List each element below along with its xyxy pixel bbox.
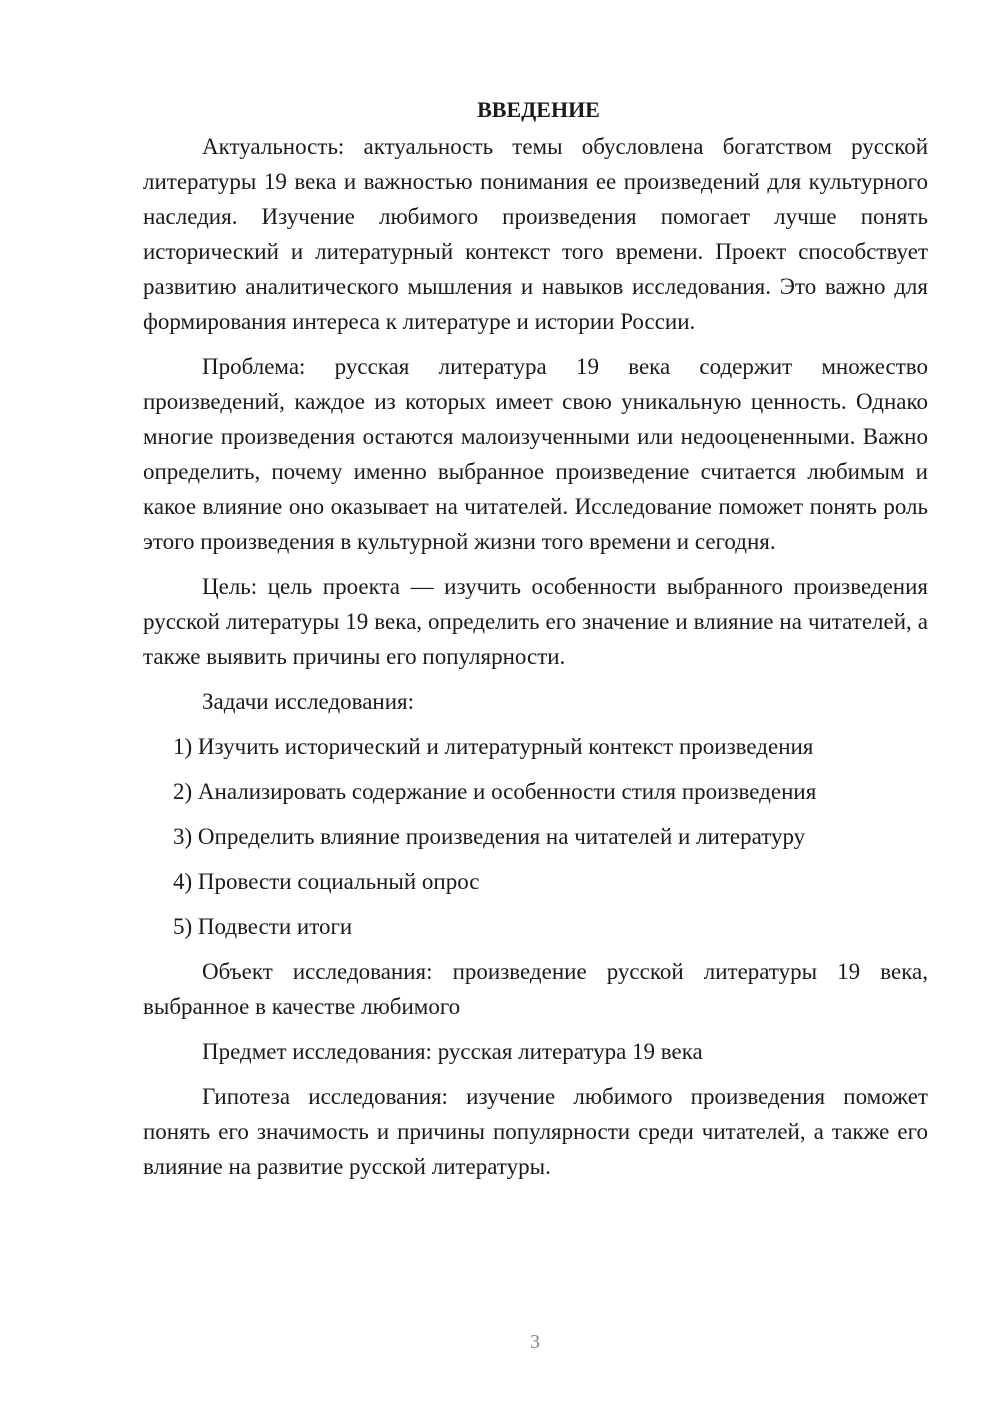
- list-item-text: Провести социальный опрос: [197, 869, 480, 894]
- list-item-text: Подвести итоги: [197, 914, 353, 939]
- list-item-number: 4): [173, 869, 193, 894]
- list-item-number: 3): [173, 824, 193, 849]
- section-heading: ВВЕДЕНИЕ: [477, 97, 600, 122]
- list-item: [143, 819, 928, 854]
- list-item-text: Определить влияние произведения на читателей и литературу: [197, 824, 806, 849]
- goal-paragraph: Цель: цель проекта — изучить особенности выбранного произведения русской литературы 19 века, определить его значение и влияние на читателей, а также выявить причины его популярности.: [143, 574, 928, 669]
- list-item-text: Изучить исторический и литературный контекст произведения: [197, 734, 814, 759]
- list-item: [143, 729, 928, 764]
- page-number: 3: [530, 1331, 540, 1353]
- problem-paragraph: Проблема: русская литература 19 века содержит множество произведений, каждое из которых имеет свою уникальную ценность. Однако многие произведения остаются малоизученными или недооцененными. Важно определить, почему именно выбранное произведение считается любимым и какое влияние оно оказывает на читателей. Исследование поможет понять роль этого произведения в культурной жизни того времени и сегодня.: [143, 354, 928, 554]
- list-item: [143, 774, 928, 809]
- hypothesis-paragraph: Гипотеза исследования: изучение любимого произведения поможет понять его значимость и причины популярности среди читателей, а также его влияние на развитие русской литературы.: [143, 1084, 928, 1179]
- list-item-number: 5): [173, 914, 193, 939]
- tasks-title: Задачи исследования:: [202, 689, 415, 714]
- list-item-number: 1): [173, 734, 193, 759]
- page-content: [143, 92, 928, 1194]
- list-item-text: Анализировать содержание и особенности стиля произведения: [197, 779, 817, 804]
- list-item-number: 2): [173, 779, 193, 804]
- tasks-list: [143, 729, 928, 944]
- object-paragraph: Объект исследования: произведение русской литературы 19 века, выбранное в качестве любимого: [143, 959, 928, 1019]
- list-item: [143, 909, 928, 944]
- subject-paragraph: Предмет исследования: русская литература 19 века: [202, 1039, 703, 1064]
- list-item: [143, 864, 928, 899]
- relevance-paragraph: Актуальность: актуальность темы обусловлена богатством русской литературы 19 века и важностью понимания ее произведений для культурного наследия. Изучение любимого произведения помогает лучше понять исторический и литературный контекст того времени. Проект способствует развитию аналитического мышления и навыков исследования. Это важно для формирования интереса к литературе и истории России.: [143, 134, 928, 334]
